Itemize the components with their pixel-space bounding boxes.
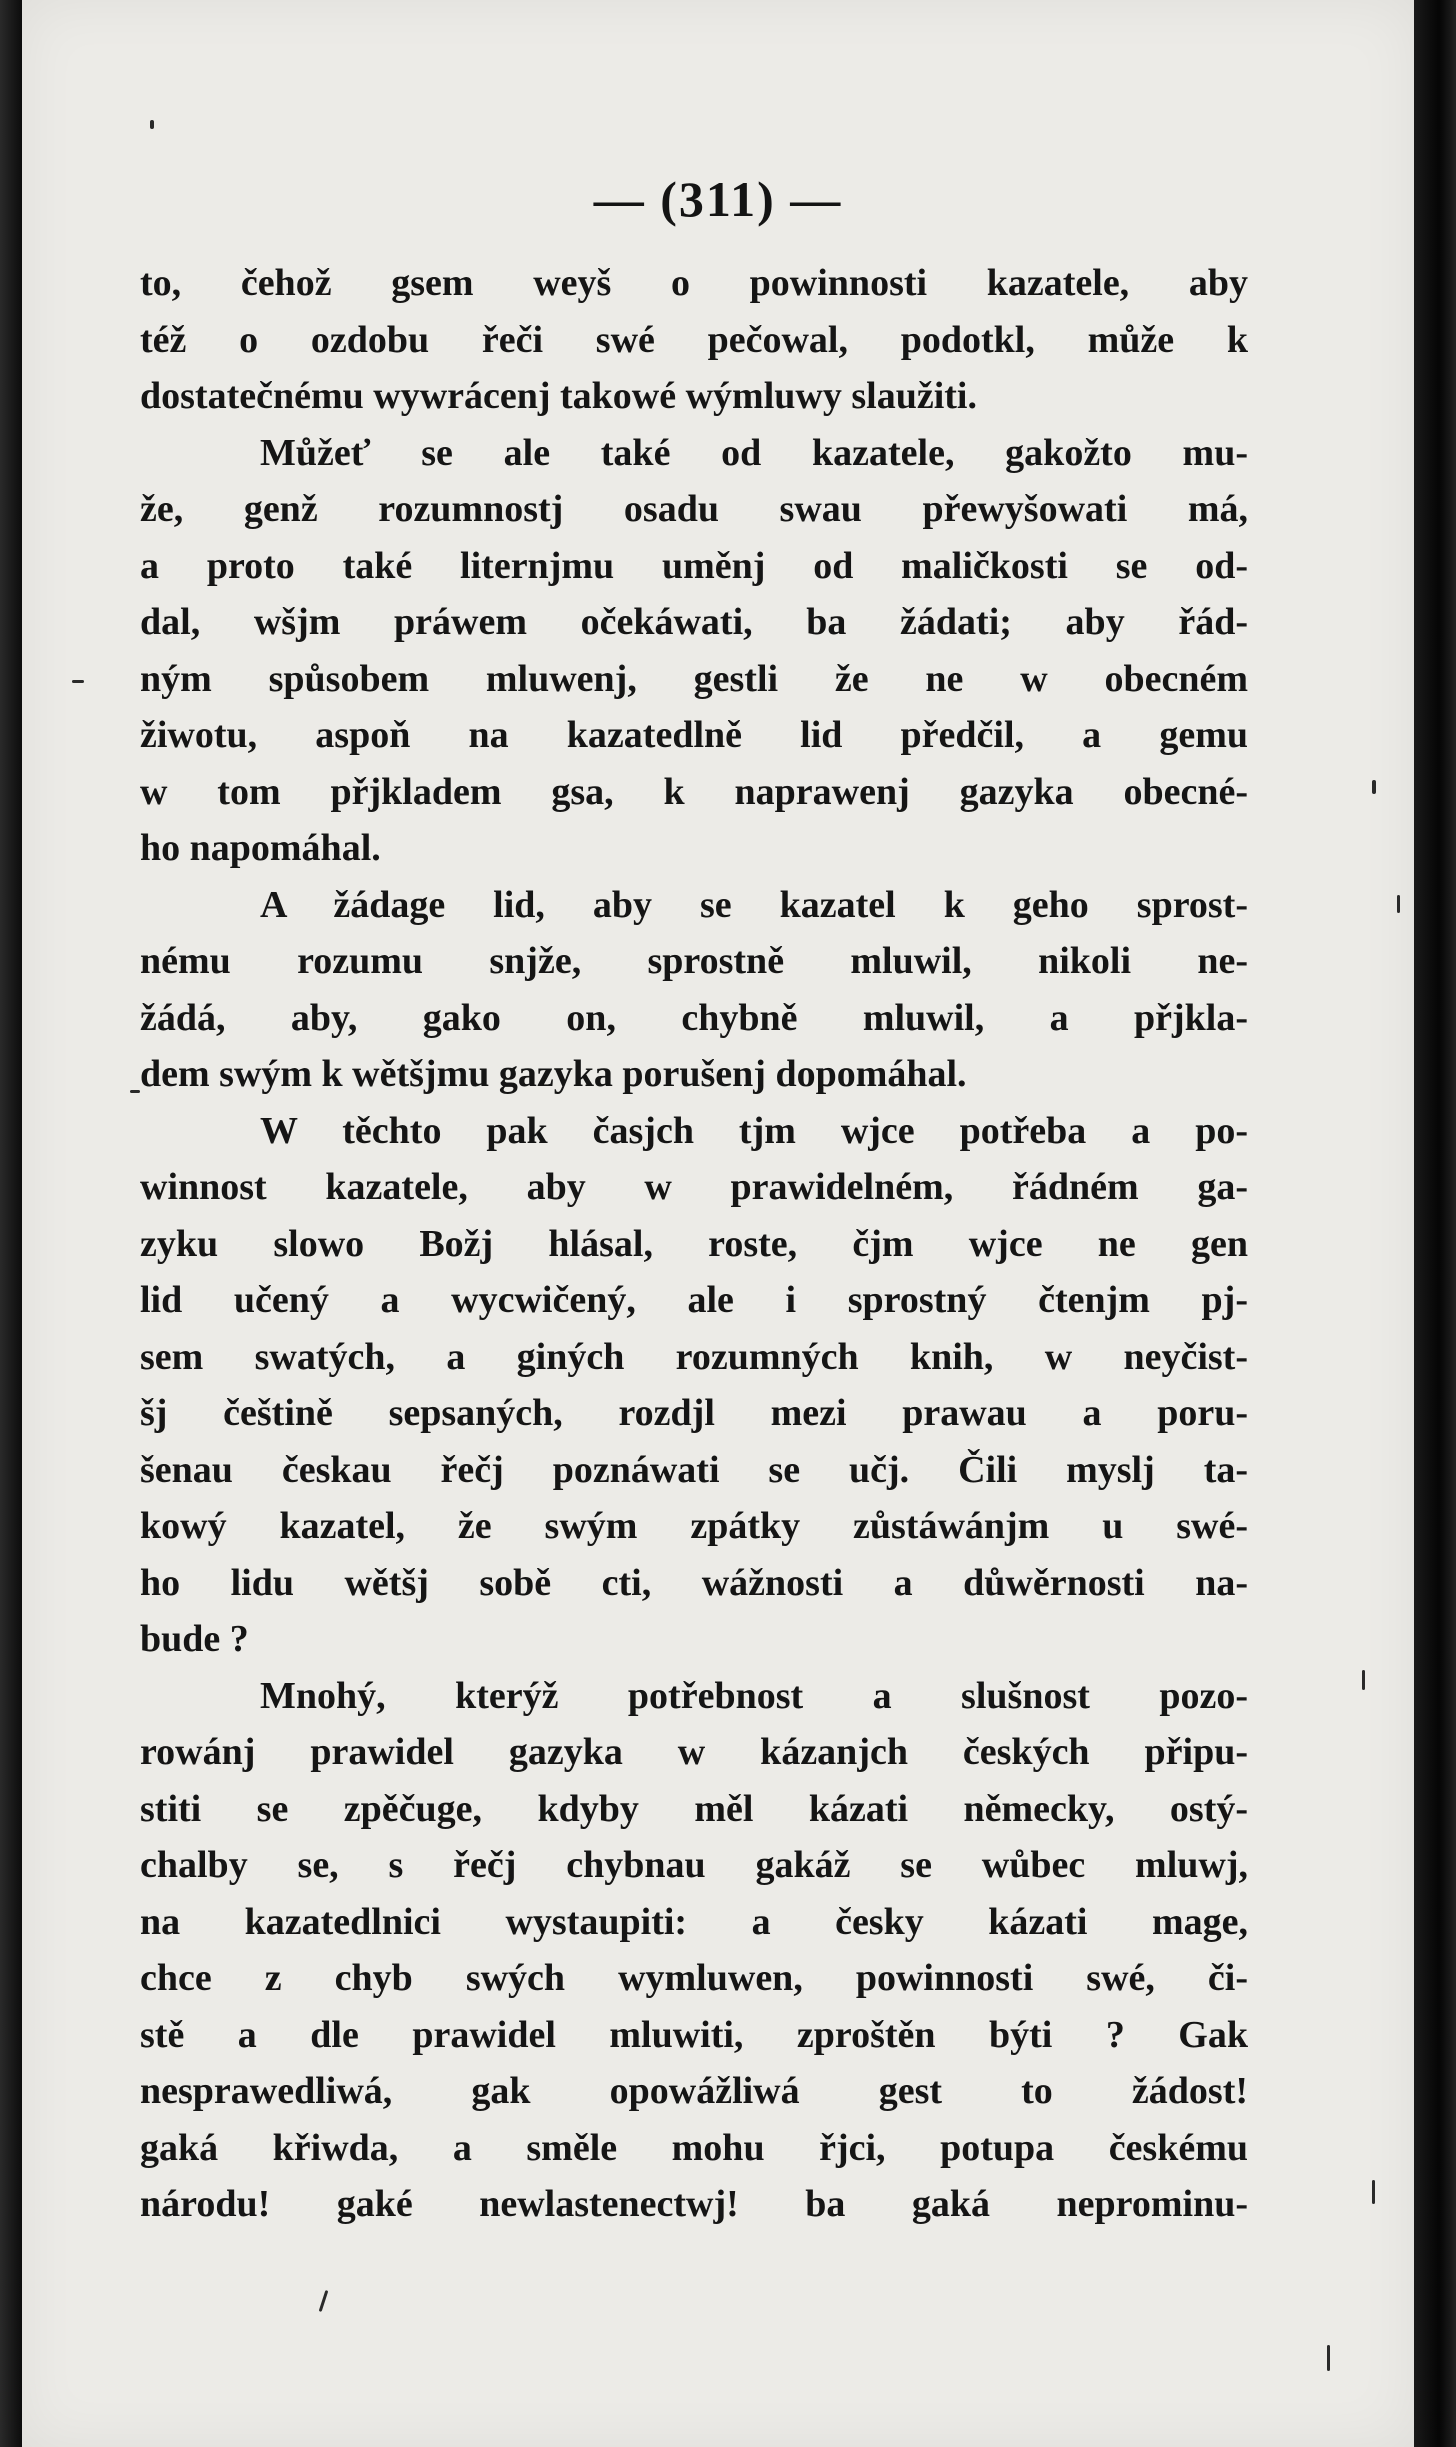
text-line: winnost kazatele, aby w prawidelném, řádném ga- <box>140 1166 1248 1208</box>
text-line: nému rozumu snjže, sprostně mluwil, nikoli ne- <box>140 940 1248 982</box>
text-line: sem swatých, a giných rozumných knih, w neyčist- <box>140 1335 1248 1378</box>
text-line: na kazatedlnici wystaupiti: a česky kázati mage, <box>140 1900 1248 1943</box>
text-line: šenau českau řečj poznáwati se učj. Čili myslj ta- <box>140 1448 1248 1491</box>
text-line: A žádage lid, aby se kazatel k geho sprost- <box>260 883 1248 926</box>
scan-left-border <box>0 0 22 2447</box>
scan-speck <box>1372 780 1376 794</box>
scan-speck <box>1327 2345 1330 2371</box>
text-line: ho napomáhal. <box>140 827 381 869</box>
text-line: to, čehož gsem weyš o powinnosti kazatele, aby <box>140 262 1248 304</box>
text-line: dem swým k wětšjmu gazyka porušenj dopomáhal. <box>140 1053 967 1095</box>
scan-right-border <box>1414 0 1456 2447</box>
text-line: dostatečnému wywrácenj takowé wýmluwy slaužiti. <box>140 375 977 417</box>
text-line: že, genž rozumnostj osadu swau přewyšowati má, <box>140 488 1248 530</box>
scan-speck <box>150 120 154 129</box>
scan-speck <box>130 1090 140 1093</box>
text-line: dal, wšjm práwem očekáwati, ba žádati; aby řád- <box>140 601 1248 643</box>
text-line: stě a dle prawidel mluwiti, zproštěn býti ? Gak <box>140 2013 1248 2056</box>
text-line: ným spůsobem mluwenj, gestli že ne w obecném <box>140 657 1248 700</box>
text-line: ho lidu wětšj sobě cti, wážnosti a důwěrnosti na- <box>140 1561 1248 1604</box>
paper-sheet <box>22 0 1414 2447</box>
text-line: Můžeť se ale také od kazatele, gakožto mu- <box>260 431 1248 474</box>
text-line: lid učený a wycwičený, ale i sprostný čtenjm pj- <box>140 1279 1248 1321</box>
text-line: chalby se, s řečj chybnau gakáž se wůbec mluwj, <box>140 1844 1248 1886</box>
text-line: národu! gaké newlastenectwj! ba gaká neprominu- <box>140 2183 1248 2225</box>
scan-speck <box>1372 2180 1375 2204</box>
text-line: kowý kazatel, že swým zpátky zůstáwánjm u swé- <box>140 1505 1248 1547</box>
text-line: bude ? <box>140 1618 249 1660</box>
scan-speck <box>1362 1670 1365 1690</box>
page-number: — (311) — <box>593 171 843 227</box>
text-line: chce z chyb swých wymluwen, powinnosti swé, či- <box>140 1957 1248 1999</box>
text-line: Mnohý, kterýž potřebnost a slušnost pozo- <box>260 1674 1248 1717</box>
text-line: w tom přjkladem gsa, k naprawenj gazyka obecné- <box>140 770 1248 813</box>
body-text <box>140 255 1248 2233</box>
text-line: stiti se zpěčuge, kdyby měl kázati německy, ostý- <box>140 1787 1248 1830</box>
text-line: šj češtině sepsaných, rozdjl mezi prawau a poru- <box>140 1392 1248 1434</box>
text-line: žádá, aby, gako on, chybně mluwil, a přjkla- <box>140 996 1248 1039</box>
text-line: též o ozdobu řeči swé pečowal, podotkl, může k <box>140 318 1248 361</box>
scan-speck <box>319 2290 329 2312</box>
text-line: gaká křiwda, a směle mohu řjci, potupa českému <box>140 2126 1248 2169</box>
text-line: a proto také liternjmu uměnj od maličkosti se od- <box>140 544 1248 587</box>
text-line: zyku slowo Božj hlásal, roste, čjm wjce ne gen <box>140 1222 1248 1265</box>
scan-speck <box>72 680 84 683</box>
text-line: rowánj prawidel gazyka w kázanjch českých připu- <box>140 1731 1248 1773</box>
scan-speck <box>1397 895 1400 913</box>
text-line: žiwotu, aspoň na kazatedlně lid předčil, a gemu <box>140 714 1248 756</box>
text-line: nesprawedliwá, gak opowážliwá gest to žádost! <box>140 2070 1248 2112</box>
text-line: W těchto pak časjch tjm wjce potřeba a po- <box>260 1109 1248 1152</box>
